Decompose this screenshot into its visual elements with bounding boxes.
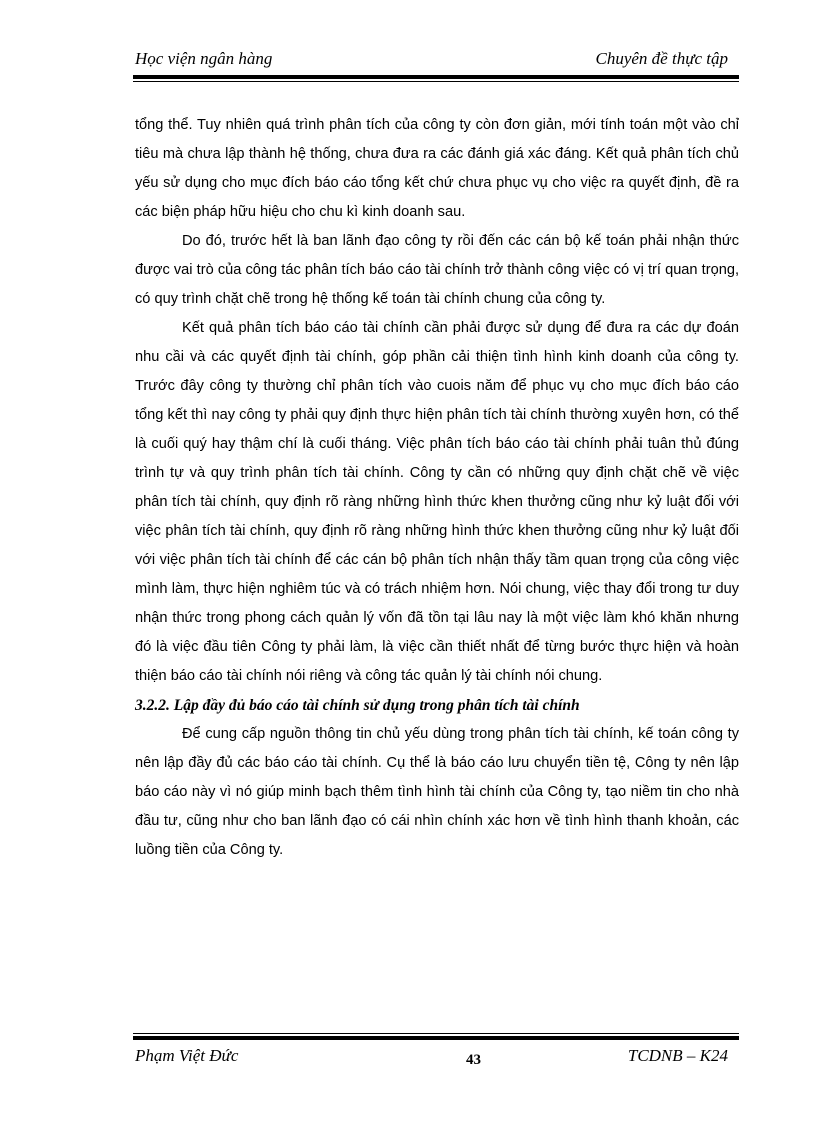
header-rule-thin — [133, 81, 739, 82]
footer-author: Phạm Việt Đức — [135, 1046, 239, 1065]
page-number: 43 — [466, 1052, 481, 1068]
footer-rule-thin — [133, 1033, 739, 1034]
header-institution: Học viện ngân hàng — [135, 49, 273, 68]
footer-rule-thick — [133, 1036, 739, 1040]
paragraph: Để cung cấp nguồn thông tin chủ yếu dùng trong phân tích tài chính, kế toán công ty nên lập đầy đủ các báo cáo tài chính. Cụ thể là báo cáo lưu chuyển tiền tệ, Công ty nên lập báo cáo này vì nó giúp minh bạch thêm tình hình tài chính của Công ty, tạo niềm tin cho nhà đầu tư, cũng như cho ban lãnh đạo có cái nhìn chính xác hơn về tình hình thanh khoản, các luồng tiền của Công ty. — [135, 726, 739, 858]
paragraph: Kết quả phân tích báo cáo tài chính cần phải được sử dụng để đưa ra các dự đoán nhu cầi và các quyết định tài chính, góp phần cải thiện tình hình kinh doanh của công ty. Trước đây công ty thường chỉ phân tích vào cuois năm để phục vụ cho mục đích báo cáo tổng kết thì nay công ty phải quy định thực hiện phân tích tài chính thường xuyên hơn, có thể là cuối quý hay thậm chí là cuối tháng. Việc phân tích báo cáo tài chính phải tuân thủ đúng trình tự và quy trình phân tích tài chính. Công ty cần có những quy định chặt chẽ về việc phân tích tài chính, quy định rõ ràng những hình thức khen thưởng cũng như kỷ luật đối với việc phân tích tài chính, quy định rõ ràng những hình thức khen thưởng cũng như kỷ luật đối với việc phân tích tài chính để các cán bộ phân tích nhận thấy tầm quan trọng của công việc mình làm, thực hiện nghiêm túc và có trách nhiệm hơn. Nói chung, việc thay đổi trong tư duy nhận thức trong phong cách quản lý vốn đã tồn tại lâu nay là một việc làm khó khăn nhưng đó là việc đầu tiên Công ty phải làm, là việc cần thiết nhất để từng bước thực hiện và hoàn thiện báo cáo tài chính nói riêng và công tác quản lý tài chính nói chung. — [135, 320, 739, 684]
footer-class-code: TCDNB – K24 — [627, 1046, 728, 1065]
header-rule-thick — [133, 75, 739, 79]
paragraph-continuation: tổng thể. Tuy nhiên quá trình phân tích của công ty còn đơn giản, mới tính toán một vào chỉ tiêu mà chưa lập thành hệ thống, chưa đưa ra các đánh giá xác đáng. Kết quả phân tích chủ yếu sử dụng cho mục đích báo cáo tổng kết chứ chưa phục vụ cho việc ra quyết định, đề ra các biện pháp hữu hiệu cho chu kì kinh doanh sau. — [135, 117, 739, 220]
paragraph: Do đó, trước hết là ban lãnh đạo công ty rồi đến các cán bộ kế toán phải nhận thức được vai trò của công tác phân tích báo cáo tài chính trở thành công việc có vị trí quan trọng, có quy trình chặt chẽ trong hệ thống kế toán tài chính chung của công ty. — [135, 233, 739, 307]
section-heading: 3.2.2. Lập đầy đủ báo cáo tài chính sử dụng trong phân tích tài chính — [135, 697, 580, 714]
header-document-type: Chuyên đề thực tập — [595, 49, 728, 68]
page-body — [135, 111, 739, 865]
